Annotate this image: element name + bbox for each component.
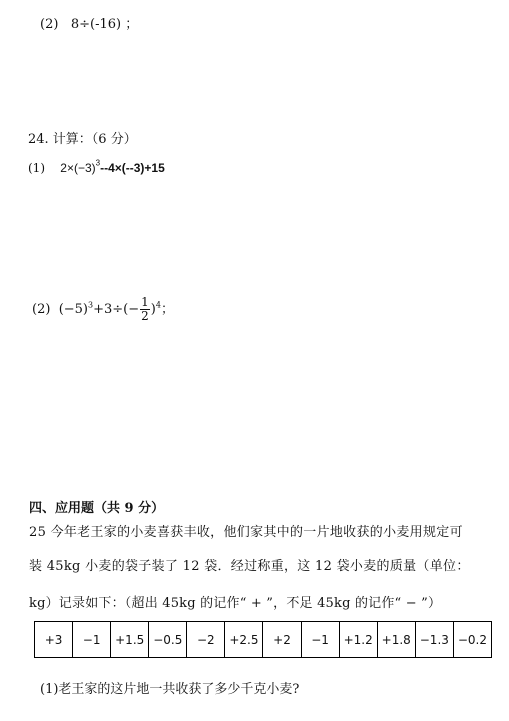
- table-cell: −1.3: [415, 622, 453, 658]
- section-4-heading: 四、应用题（共 9 分）: [29, 501, 165, 516]
- exponent-1: 3: [88, 300, 94, 310]
- table-cell: +3: [35, 622, 73, 658]
- expression-b: --4×(--3)+15: [100, 161, 165, 175]
- base: (−5): [58, 302, 88, 317]
- expression-a: 2×(−3): [60, 161, 96, 175]
- mid-expression: +3÷(−: [93, 302, 140, 317]
- problem-25-question-1: (1)老王家的这片地一共收获了多少千克小麦?: [40, 682, 300, 697]
- table-cell: +1.2: [339, 622, 377, 658]
- table-cell: −0.5: [149, 622, 187, 658]
- table-cell: −0.2: [453, 622, 491, 658]
- exponent-2: 4: [155, 300, 161, 310]
- part-label: (2): [40, 17, 59, 32]
- table-cell: −1: [73, 622, 111, 658]
- table-cell: +1.5: [111, 622, 149, 658]
- problem-24-heading: 24. 计算：（6 分）: [28, 132, 137, 147]
- fraction: [140, 296, 150, 323]
- table-row: [35, 622, 492, 658]
- table-cell: +2.5: [225, 622, 263, 658]
- problem-25-line-1: 25 今年老王家的小麦喜获丰收，他们家其中的一片地收获的小麦用规定可: [29, 525, 463, 540]
- table-cell: +2: [263, 622, 301, 658]
- table-cell: −2: [187, 622, 225, 658]
- exponent: 3: [95, 158, 101, 168]
- problem-23-part-2: [40, 13, 138, 32]
- problem-25-line-3: kg）记录如下：（超出 45kg 的记作“ + ”，不足 45kg 的记作“ − ”）: [29, 596, 442, 611]
- fraction-numerator: 1: [141, 295, 149, 309]
- part-label: (2): [32, 302, 51, 317]
- problem-25-line-2: 装 45kg 小麦的袋子装了 12 袋．经过称重，这 12 袋小麦的质量（单位：: [29, 559, 470, 574]
- problem-24-part-2: [32, 296, 174, 323]
- table-cell: −1: [301, 622, 339, 658]
- fraction-denominator: 2: [141, 309, 149, 323]
- expression: 8÷(-16) ；: [70, 17, 139, 32]
- tail: ；: [160, 302, 174, 317]
- weight-table: [34, 621, 492, 658]
- problem-24-part-1: [28, 157, 165, 176]
- close-paren: ): [150, 302, 156, 317]
- part-label: (1): [28, 161, 45, 175]
- table-cell: +1.8: [377, 622, 415, 658]
